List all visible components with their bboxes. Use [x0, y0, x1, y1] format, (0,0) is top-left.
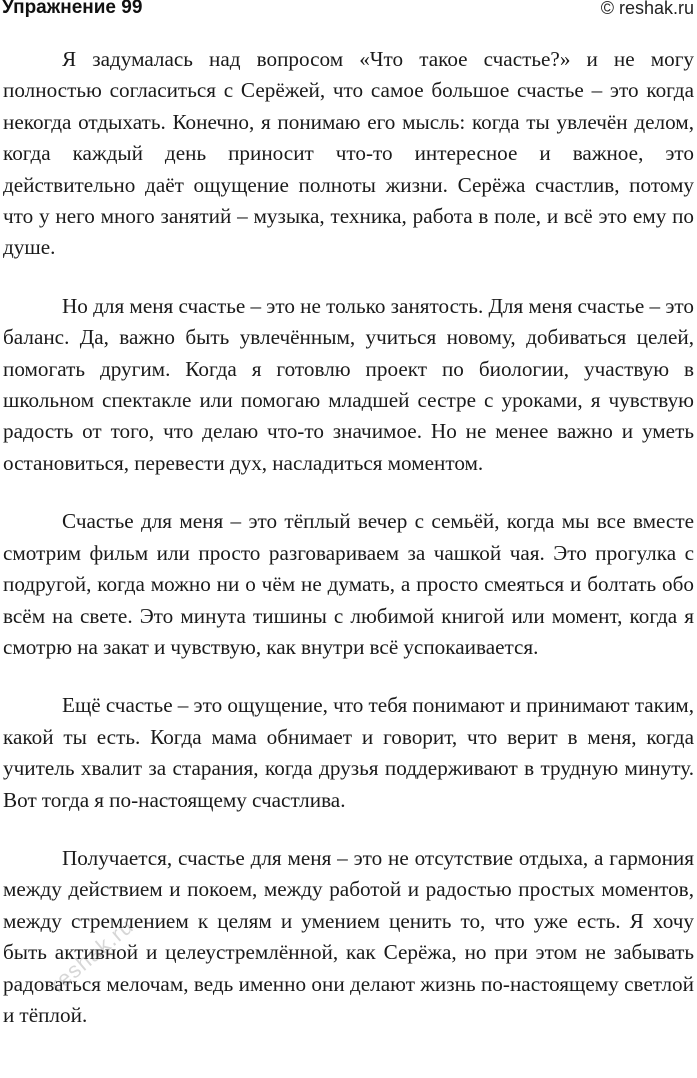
paragraph-1: Я задумалась над вопросом «Что такое счастье?» и не могу полностью согласиться с Серёжей, что самое большое счастье – это когда некогда отдыхать. Конечно, я понимаю его мысль: когда ты увлечён делом, когда каждый день приносит что-то интересное и важное, это действительно даёт ощущение полноты жизни. Серёжа счастлив, потому что у него много занятий – музыка, техника, работа в поле, и всё это ему по душе. [3, 47, 694, 260]
paragraph-4: Ещё счастье – это ощущение, что тебя понимают и принимают таким, какой ты есть. Когда мама обнимает и говорит, что верит в меня, когда учитель хвалит за старания, когда друзья поддерживают в трудную минуту. Вот тогда я по-настоящему счастлива. [3, 693, 694, 812]
watermark: reshak.ru [45, 913, 139, 998]
page-header [0, 0, 697, 24]
paragraph-3: Счастье для меня – это тёплый вечер с семьёй, когда мы все вместе смотрим фильм или просто разговариваем за чашкой чая. Это прогулка с подругой, когда можно ни о чём не думать, а просто смеяться и болтать обо всём на свете. Это минута тишины с любимой книгой или момент, когда я смотрю на закат и чувствую, как внутри всё успокаивается. [3, 509, 694, 659]
essay-text [3, 44, 694, 1058]
source-credit: © reshak.ru [600, 0, 694, 18]
paragraph-5: Получается, счастье для меня – это не отсутствие отдыха, а гармония между действием и покоем, между работой и радостью простых моментов, между стремлением к целям и умением ценить то, что уже есть. Я хочу быть активной и целеустремлённой, как Серёжа, но при этом не забывать радоваться мелочам, ведь именно они делают жизнь по-настоящему светлой и тёплой. [3, 845, 694, 1027]
exercise-title: Упражнение 99 [2, 0, 143, 18]
paragraph-2: Но для меня счастье – это не только занятость. Для меня счастье – это баланс. Да, важно быть увлечённым, учиться новому, добиваться целей, помогать другим. Когда я готовлю проект по биологии, участвую в школьном спектакле или помогаю младшей сестре с уроками, я чувствую радость от того, что делаю что-то значимое. Но не менее важно и уметь остановиться, перевести дух, насладиться моментом. [3, 293, 694, 475]
